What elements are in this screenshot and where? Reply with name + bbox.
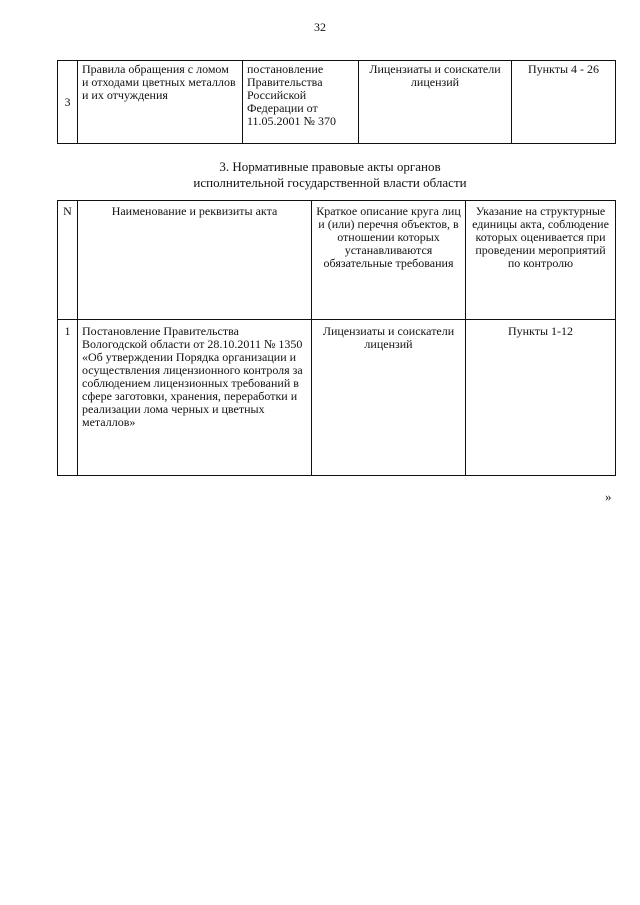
table-header-row [58, 201, 616, 320]
header-subjects: Краткое описание круга лиц и (или) перечня объектов, в отношении которых устанавливаются обязательные требования [312, 201, 466, 320]
subjects-cell: Лицензиаты и соискатели лицензий [312, 320, 466, 476]
table-row [58, 320, 616, 476]
act-details-cell: постановление Правительства Российской Федерации от 11.05.2001 № 370 [243, 61, 359, 144]
act-subject: «Об утверждении Порядка организации и осуществления лицензионного контроля за соблюдением лицензионных требований в сфере заготовки, хранения, переработки и реализации лома черных и цветных металлов» [82, 350, 303, 429]
act-name-cell: Правила обращения с ломом и отходами цветных металлов и их отчуждения [78, 61, 243, 144]
act-name-cell [78, 320, 312, 476]
table-top [57, 60, 616, 144]
section-title-line1: 3. Нормативные правовые акты органов [219, 159, 441, 174]
table-main [57, 200, 616, 476]
points-cell: Пункты 4 - 26 [512, 61, 616, 144]
points-cell: Пункты 1-12 [466, 320, 616, 476]
table-row [58, 61, 616, 144]
section-title [0, 159, 640, 191]
subjects-cell: Лицензиаты и соискатели лицензий [359, 61, 512, 144]
header-name: Наименование и реквизиты акта [78, 201, 312, 320]
act-title: Постановление Правительства Вологодской области от 28.10.2011 № 1350 [82, 324, 303, 351]
row-number: 1 [58, 320, 78, 476]
section-title-line2: исполнительной государственной власти области [193, 175, 467, 190]
page-number: 32 [314, 20, 326, 34]
header-points: Указание на структурные единицы акта, соблюдение которых оценивается при проведении мероприятий по контролю [466, 201, 616, 320]
row-number: 3 [58, 61, 78, 144]
header-num: N [58, 201, 78, 320]
closing-quote: » [605, 489, 612, 504]
